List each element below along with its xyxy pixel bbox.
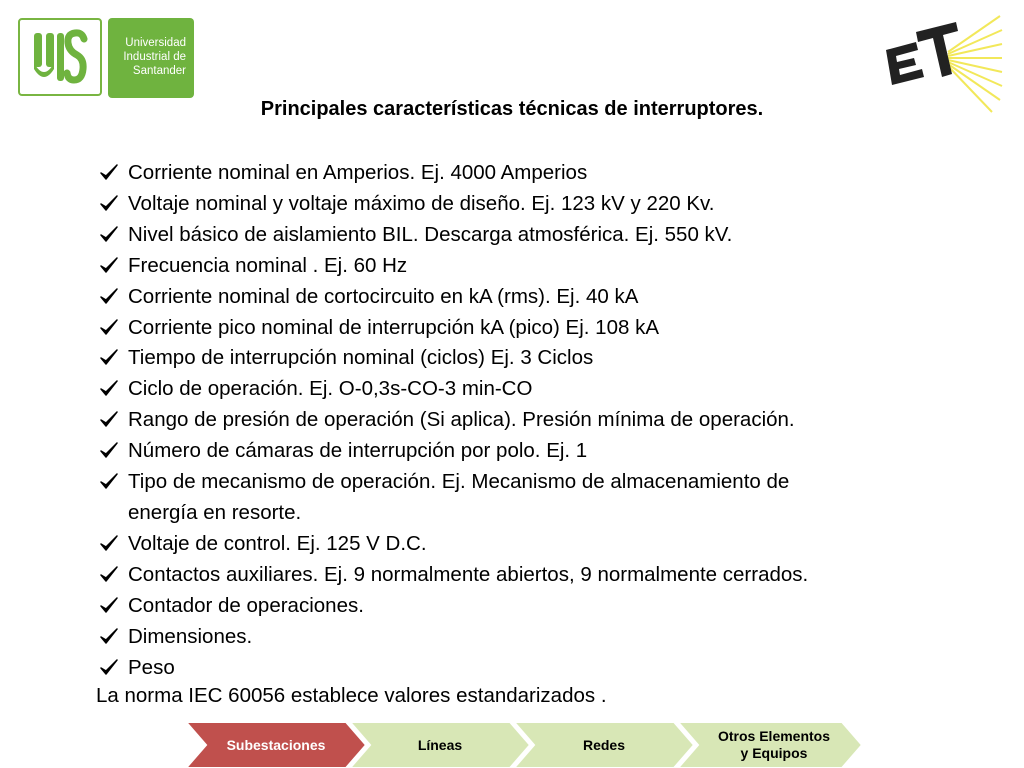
checkmark-icon (98, 220, 120, 250)
uis-logo (18, 18, 194, 98)
list-item-text: Peso (128, 655, 175, 679)
list-item (96, 313, 808, 344)
list-item-text: Contador de operaciones. (128, 593, 364, 617)
checkmark-icon (98, 158, 120, 188)
checkmark-icon (98, 343, 120, 373)
list-item-text: Ciclo de operación. Ej. O-0,3s-CO-3 min-CO (128, 377, 533, 401)
page-title: Principales características técnicas de interruptores. (260, 98, 764, 120)
list-item (96, 251, 808, 282)
list-item (96, 622, 808, 653)
nav-otros-line-2: y Equipos (740, 745, 808, 761)
checkmark-icon (98, 653, 120, 683)
list-item-text: energía en resorte. (128, 500, 302, 524)
list-item (96, 560, 808, 591)
section-nav (186, 722, 866, 768)
uis-monogram-icon (32, 29, 88, 85)
list-item (96, 405, 808, 436)
characteristics-list (96, 158, 808, 683)
nav-subestaciones[interactable]: Subestaciones (226, 736, 326, 753)
uis-line-2: Industrial de (123, 51, 186, 63)
uis-monogram (18, 18, 102, 96)
list-item (96, 158, 808, 189)
list-item (96, 591, 808, 622)
standard-note: La norma IEC 60056 establece valores estandarizados . (96, 684, 607, 707)
checkmark-icon (98, 622, 120, 652)
list-item-text: Dimensiones. (128, 624, 253, 648)
checkmark-icon (98, 591, 120, 621)
nav-otros-elementos[interactable] (694, 722, 854, 768)
list-item-text: Corriente nominal de cortocircuito en kA (rms). Ej. 40 kA (128, 284, 639, 308)
list-item-text: Número de cámaras de interrupción por polo. Ej. 1 (128, 439, 588, 463)
checkmark-icon (98, 374, 120, 404)
list-item-text: Nivel básico de aislamiento BIL. Descarga atmosférica. Ej. 550 kV. (128, 222, 733, 246)
uis-line-1: Universidad (125, 37, 186, 49)
list-item-text: Voltaje de control. Ej. 125 V D.C. (128, 531, 427, 555)
list-item-text: Tipo de mecanismo de operación. Ej. Mecanismo de almacenamiento de (128, 470, 790, 494)
nav-lineas[interactable]: Líneas (417, 736, 463, 753)
list-item (96, 467, 808, 529)
list-item (96, 189, 808, 220)
list-item (96, 436, 808, 467)
uis-line-3: Santander (132, 65, 186, 77)
list-item-text: Rango de presión de operación (Si aplica). Presión mínima de operación. (128, 408, 795, 432)
checkmark-icon (98, 405, 120, 435)
checkmark-icon (98, 436, 120, 466)
nav-redes[interactable]: Redes (582, 736, 626, 753)
list-item (96, 374, 808, 405)
checkmark-icon (98, 560, 120, 590)
list-item (96, 529, 808, 560)
list-item (96, 220, 808, 251)
list-item-text: Corriente nominal en Amperios. Ej. 4000 Amperios (128, 161, 588, 184)
checkmark-icon (98, 529, 120, 559)
list-item-text: Voltaje nominal y voltaje máximo de diseño. Ej. 123 kV y 220 Kv. (128, 191, 715, 215)
checkmark-icon (98, 313, 120, 343)
list-item (96, 653, 808, 684)
list-item-text: Tiempo de interrupción nominal (ciclos) Ej. 3 Ciclos (128, 346, 594, 370)
checkmark-icon (98, 282, 120, 312)
checkmark-icon (98, 251, 120, 281)
checkmark-icon (98, 189, 120, 219)
list-item-text: Contactos auxiliares. Ej. 9 normalmente abiertos, 9 normalmente cerrados. (128, 562, 809, 586)
list-item-text: Frecuencia nominal . Ej. 60 Hz (128, 253, 408, 277)
uis-wordmark (108, 18, 194, 98)
list-item (96, 282, 808, 313)
nav-otros-line-1: Otros Elementos (717, 728, 831, 744)
list-item (96, 343, 808, 374)
checkmark-icon (98, 467, 120, 497)
list-item-text: Corriente pico nominal de interrupción kA (pico) Ej. 108 kA (128, 315, 659, 339)
